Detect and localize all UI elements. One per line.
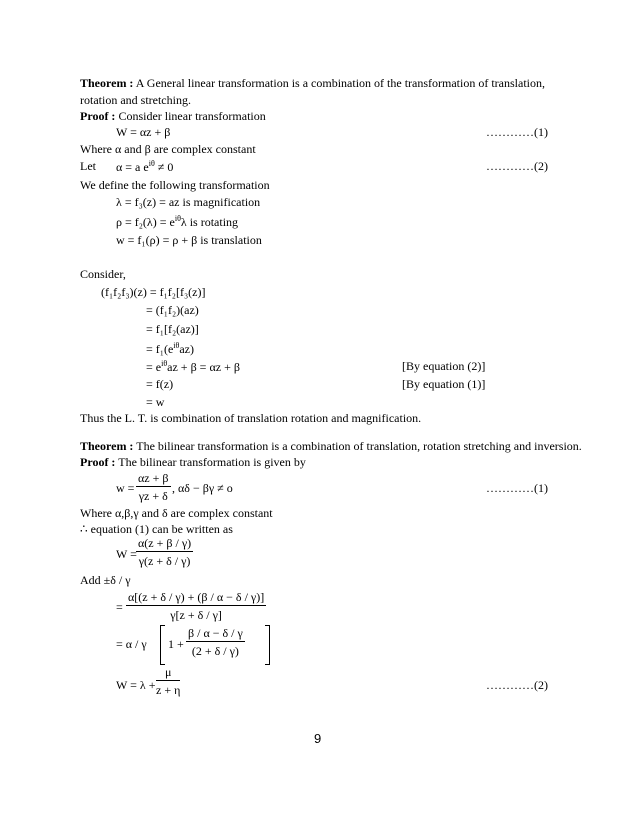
superscript: iθ	[148, 159, 155, 168]
bracket-eq-one: 1 +	[168, 637, 184, 651]
proof-1-define-line: We define the following transformation	[80, 178, 270, 192]
bracket-eq-fraction	[186, 627, 245, 657]
proof-1-eq-2: α = a $e^{i\theta} \ne 0$	[116, 159, 174, 174]
superscript: iθ	[173, 341, 180, 350]
transformation-magnification: λ = f₃(z) = az is magnification	[116, 195, 261, 209]
final-eq-lhs: W = λ +	[116, 678, 156, 692]
composition-line-6: = f(z)	[146, 377, 174, 391]
proof-1-let-label: Let	[80, 159, 96, 173]
composition-line-3: = f₁[f₂(az)]	[146, 322, 199, 336]
proof-1-text: Consider linear transformation	[118, 109, 266, 123]
superscript: iθ	[161, 359, 168, 368]
add-line: Add ±δ / γ	[80, 573, 131, 587]
right-bracket	[265, 625, 270, 665]
rewritten-eq-lhs: W =	[116, 547, 137, 561]
theorem-1-line-1	[80, 77, 545, 89]
bilinear-eq-denominator: γz + δ	[138, 489, 168, 503]
expanded-eq-numerator: α[(z + δ / γ) + (β / α − δ / γ)]	[128, 590, 265, 604]
transformation-rotation: $\rho = f_2(\lambda) = e^{i\theta}\lambda$ is rotating	[116, 214, 239, 229]
conclusion-line: Thus the L. T. is combination of translation rotation and magnification.	[80, 411, 422, 425]
proof-2-text: The bilinear transformation is given by	[118, 455, 306, 469]
proof-1-intro	[80, 110, 266, 122]
expanded-eq-lhs: =	[116, 600, 123, 614]
expanded-eq-fraction	[126, 591, 266, 621]
rewritten-eq-numerator: α(z + β / γ)	[138, 536, 192, 550]
proof-1-label: Proof :	[80, 109, 116, 123]
bilinear-eq-numerator: αz + β	[138, 471, 169, 485]
composition-line-5-note: [By equation (2)]	[402, 359, 486, 373]
bracket-eq-denominator: (2 + δ / γ)	[191, 644, 239, 658]
final-eq-ref: …………(2)	[486, 678, 548, 692]
composition-line-6-note: [By equation (1)]	[402, 377, 486, 391]
bracket-eq-numerator: β / α − δ / γ	[188, 626, 243, 640]
consider-label: Consider,	[80, 267, 126, 281]
bilinear-eq-lhs: w =	[116, 481, 135, 495]
proof-2-label: Proof :	[80, 455, 116, 469]
rewritten-eq-denominator: γ(z + δ / γ)	[138, 554, 191, 568]
theorem-2-label: Theorem :	[80, 439, 134, 453]
proof-1-eq-1-ref: …………(1)	[486, 125, 548, 139]
transformation-translation: w = f₁(ρ) = ρ + β is translation	[116, 233, 262, 247]
bilinear-eq-fraction	[136, 472, 171, 502]
composition-line-1: (f₁f₂f₃)(z) = f₁f₂[f₃(z)]	[101, 285, 206, 299]
composition-line-5: = $e^{i\theta}az + \beta = \alpha z + \beta$	[146, 359, 240, 374]
left-bracket	[160, 625, 165, 665]
final-eq-fraction	[156, 666, 180, 696]
superscript: iθ	[174, 214, 181, 223]
proof-2-intro	[80, 456, 306, 468]
theorem-2-line	[80, 440, 582, 452]
theorem-1-label: Theorem :	[80, 76, 134, 90]
proof-2-where-line: Where α,β,γ and δ are complex constant	[80, 506, 273, 520]
bilinear-eq-condition: , αδ − βγ ≠ o	[172, 481, 233, 495]
bracket-eq-lhs: = α / γ	[116, 637, 147, 651]
final-eq-numerator: μ	[156, 666, 180, 681]
expanded-eq-denominator: γ[z + δ / γ]	[170, 608, 222, 622]
composition-line-7: = w	[146, 395, 165, 409]
proof-1-eq-1: W = αz + β	[116, 125, 171, 139]
proof-1-eq-2-ref: …………(2)	[486, 159, 548, 173]
bilinear-eq-ref: …………(1)	[486, 481, 548, 495]
proof-1-where-line: Where α and β are complex constant	[80, 142, 256, 156]
theorem-1-text: A General linear transformation is a combination of the transformation of translation,	[135, 76, 545, 90]
composition-line-4: = $f_1(e^{i\theta}az)$	[146, 341, 194, 356]
page-number: 9	[314, 731, 322, 746]
theorem-1-line-2: rotation and stretching.	[80, 93, 191, 107]
composition-line-2: = (f₁f₂)(az)	[146, 303, 199, 317]
theorem-2-text: The bilinear transformation is a combination of translation, rotation stretching and inversion.	[136, 439, 582, 453]
proof-2-therefore-line: ∴ equation (1) can be written as	[80, 522, 233, 536]
rewritten-eq-fraction	[136, 537, 193, 567]
final-eq-denominator: z + η	[156, 683, 181, 697]
